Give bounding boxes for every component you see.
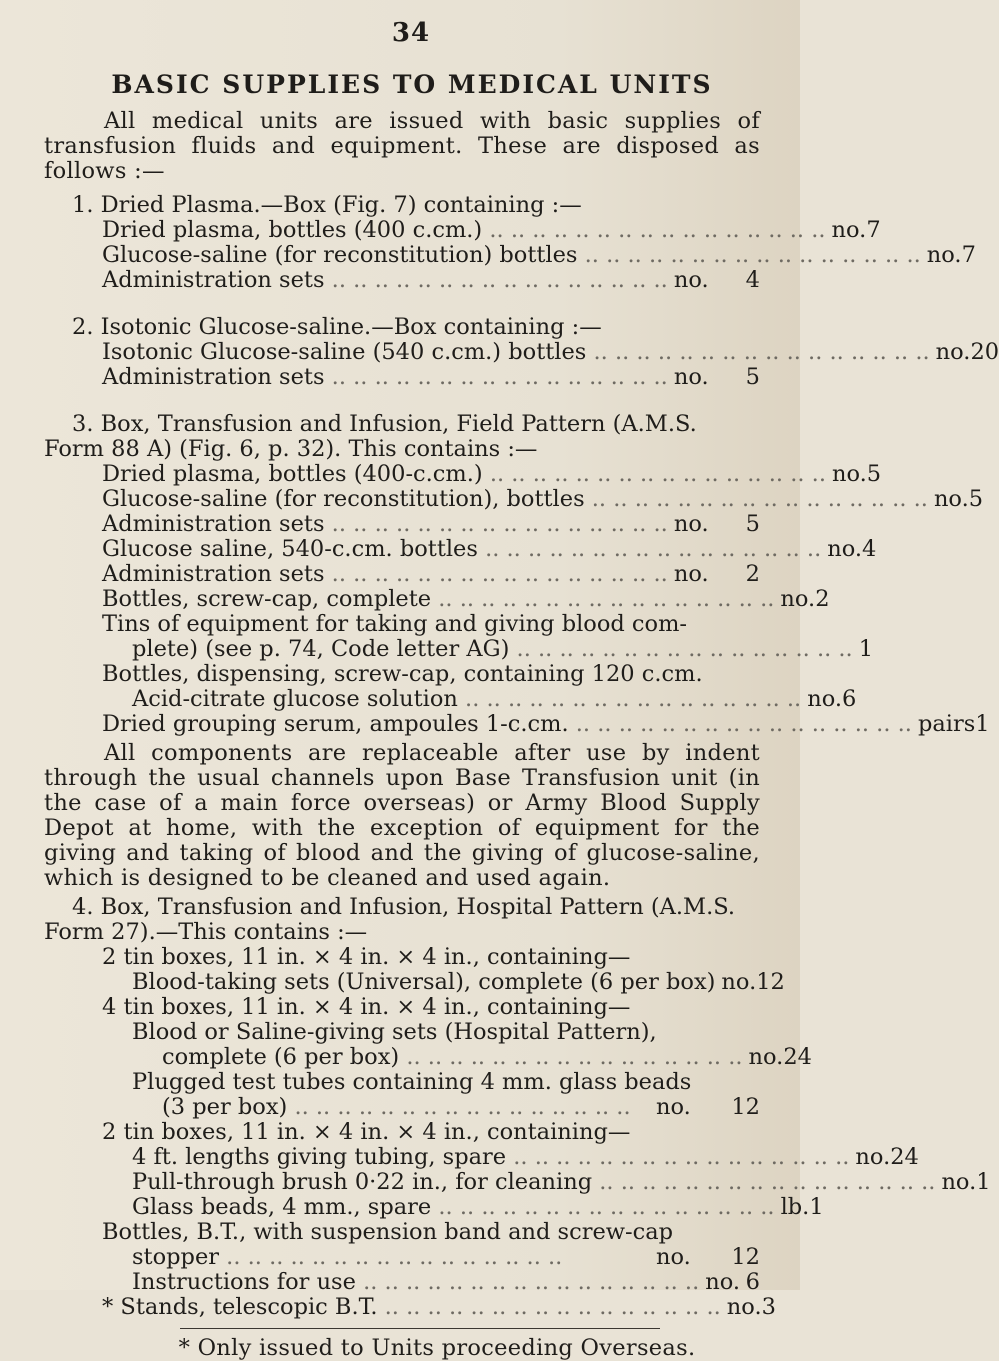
list-item: Dried grouping serum, ampoules 1-c.cm. .. . pairs 1 bbox=[44, 712, 760, 737]
list-item: Bottles, screw-cap, complete .. . no. 2 bbox=[44, 587, 760, 612]
list-item: Dried plasma, bottles (400 c.cm.) .. . no. 7 bbox=[44, 218, 760, 243]
section-2-items bbox=[44, 339, 999, 390]
list-item: Pull-through brush 0·22 in., for cleaning .. . no. 1 bbox=[44, 1170, 760, 1195]
list-item: Administration sets .. . no. 5 bbox=[44, 512, 760, 537]
list-item: 2 tin boxes, 11 in. × 4 in. × 4 in., containing— bbox=[102, 944, 631, 970]
section-4-items bbox=[44, 944, 991, 1320]
page-title: BASIC SUPPLIES TO MEDICAL UNITS bbox=[111, 70, 713, 99]
list-item: 2 tin boxes, 11 in. × 4 in. × 4 in., containing— bbox=[102, 1119, 631, 1145]
list-item: Administration sets .. . no. 2 bbox=[44, 562, 760, 587]
list-item: Administration sets .. . no. 5 bbox=[44, 365, 760, 390]
list-item: Instructions for use .. . no. 6 bbox=[44, 1270, 760, 1295]
section-1-heading: 1. Dried Plasma.—Box (Fig. 7) containing :— bbox=[72, 192, 582, 218]
list-item: * Stands, telescopic B.T. .. . no. 3 bbox=[44, 1295, 760, 1320]
footnote: * Only issued to Units proceeding Overseas. bbox=[178, 1335, 696, 1361]
list-item: Isotonic Glucose-saline (540 c.cm.) bottles .. . no. 20 bbox=[44, 340, 760, 365]
page-number: 34 bbox=[391, 18, 431, 48]
intro-paragraph: All medical units are issued with basic supplies of transfusion fluids and equipment. These are disposed as follows :— bbox=[44, 108, 760, 184]
list-item: Plugged test tubes containing 4 mm. glass beads bbox=[132, 1069, 692, 1095]
list-item: Bottles, B.T., with suspension band and screw-cap bbox=[102, 1219, 674, 1245]
list-item: Glucose-saline (for reconstitution) bottles .. . no. 7 bbox=[44, 243, 760, 268]
list-item: Glucose-saline (for reconstitution), bottles .. . no. 5 bbox=[44, 487, 760, 512]
list-item: (3 per box) .. . no. 12 bbox=[44, 1095, 760, 1120]
section-2-heading: 2. Isotonic Glucose-saline.—Box containing :— bbox=[72, 314, 602, 340]
section-3-note: All components are replaceable after use by indent through the usual channels upon Base Transfusion unit (in the case of a main force overseas) or Army Blood Supply Depot at home, with the exception of equipment for the giving and taking of blood and the giving of glucose-saline, which is designed to be cleaned and used again. bbox=[44, 740, 760, 891]
list-item: Blood-taking sets (Universal), complete (6 per box) no. 12 bbox=[132, 969, 785, 995]
list-item: Glass beads, 4 mm., spare .. . lb. 1 bbox=[44, 1195, 760, 1220]
list-item: Blood or Saline-giving sets (Hospital Pattern), bbox=[132, 1019, 657, 1045]
section-1-items bbox=[44, 217, 976, 293]
footnote-divider bbox=[180, 1328, 660, 1329]
list-item: Tins of equipment for taking and giving blood com- bbox=[102, 611, 688, 637]
list-item: stopper .. . no. 12 bbox=[44, 1245, 760, 1270]
section-3-heading: 3. Box, Transfusion and Infusion, Field Pattern (A.M.S. Form 88 A) (Fig. 6, p. 32). This contains :— bbox=[44, 411, 697, 462]
list-item: 4 tin boxes, 11 in. × 4 in. × 4 in., containing— bbox=[102, 994, 631, 1020]
section-4-heading: 4. Box, Transfusion and Infusion, Hospital Pattern (A.M.S. Form 27).—This contains :— bbox=[44, 894, 735, 945]
section-3-items bbox=[44, 461, 990, 737]
list-item: plete) (see p. 74, Code letter AG) .. . 1 bbox=[44, 637, 760, 662]
list-item: 4 ft. lengths giving tubing, spare .. . no. 24 bbox=[44, 1145, 760, 1170]
list-item: Bottles, dispensing, screw-cap, containing 120 c.cm. bbox=[102, 661, 703, 687]
list-item: Glucose saline, 540-c.cm. bottles .. . no. 4 bbox=[44, 537, 760, 562]
list-item: complete (6 per box) .. . no. 24 bbox=[44, 1045, 760, 1070]
list-item: Acid-citrate glucose solution .. . no. 6 bbox=[44, 687, 760, 712]
list-item: Administration sets .. . no. 4 bbox=[44, 268, 760, 293]
list-item: Dried plasma, bottles (400-c.cm.) .. . no. 5 bbox=[44, 462, 760, 487]
